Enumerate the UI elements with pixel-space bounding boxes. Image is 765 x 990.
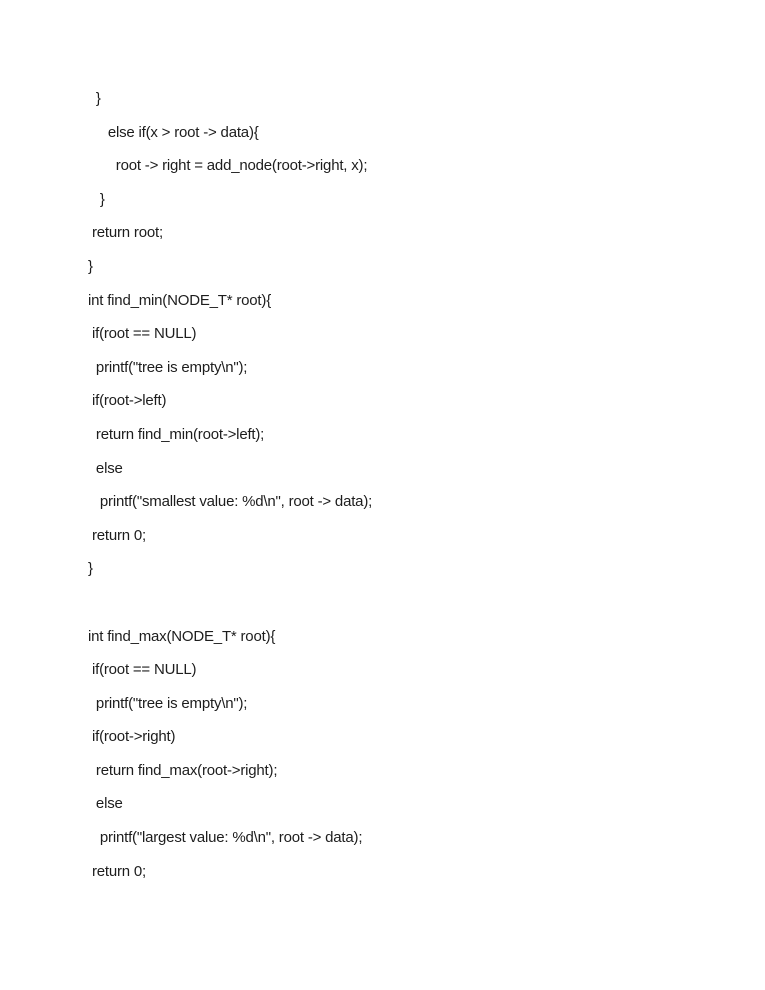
code-line: if(root == NULL) (88, 661, 197, 679)
code-line: root -> right = add_node(root->right, x); (88, 157, 368, 175)
code-line: else (88, 795, 123, 813)
code-line: } (88, 560, 93, 578)
code-line: } (88, 190, 105, 208)
code-line: else if(x > root -> data){ (88, 123, 259, 141)
code-line (88, 586, 745, 620)
code-line: if(root->right) (88, 728, 176, 746)
code-line: printf("tree is empty\n"); (88, 694, 248, 712)
code-line: return root; (88, 224, 163, 242)
code-line: return 0; (88, 526, 147, 544)
code-line: else (88, 459, 123, 477)
code-line: if(root == NULL) (88, 325, 197, 343)
code-line: return find_max(root->right); (88, 761, 278, 779)
code-line: if(root->left) (88, 392, 167, 410)
code-line: int find_min(NODE_T* root){ (88, 291, 272, 309)
code-block (88, 82, 745, 888)
code-line: return 0; (88, 862, 147, 880)
code-line: int find_max(NODE_T* root){ (88, 627, 276, 645)
code-line: return find_min(root->left); (88, 425, 265, 443)
code-line: printf("tree is empty\n"); (88, 358, 248, 376)
code-line: printf("largest value: %d\n", root -> data); (88, 829, 363, 847)
code-line: } (88, 90, 101, 107)
code-line: printf("smallest value: %d\n", root -> data); (88, 493, 373, 511)
code-line: } (88, 257, 93, 275)
